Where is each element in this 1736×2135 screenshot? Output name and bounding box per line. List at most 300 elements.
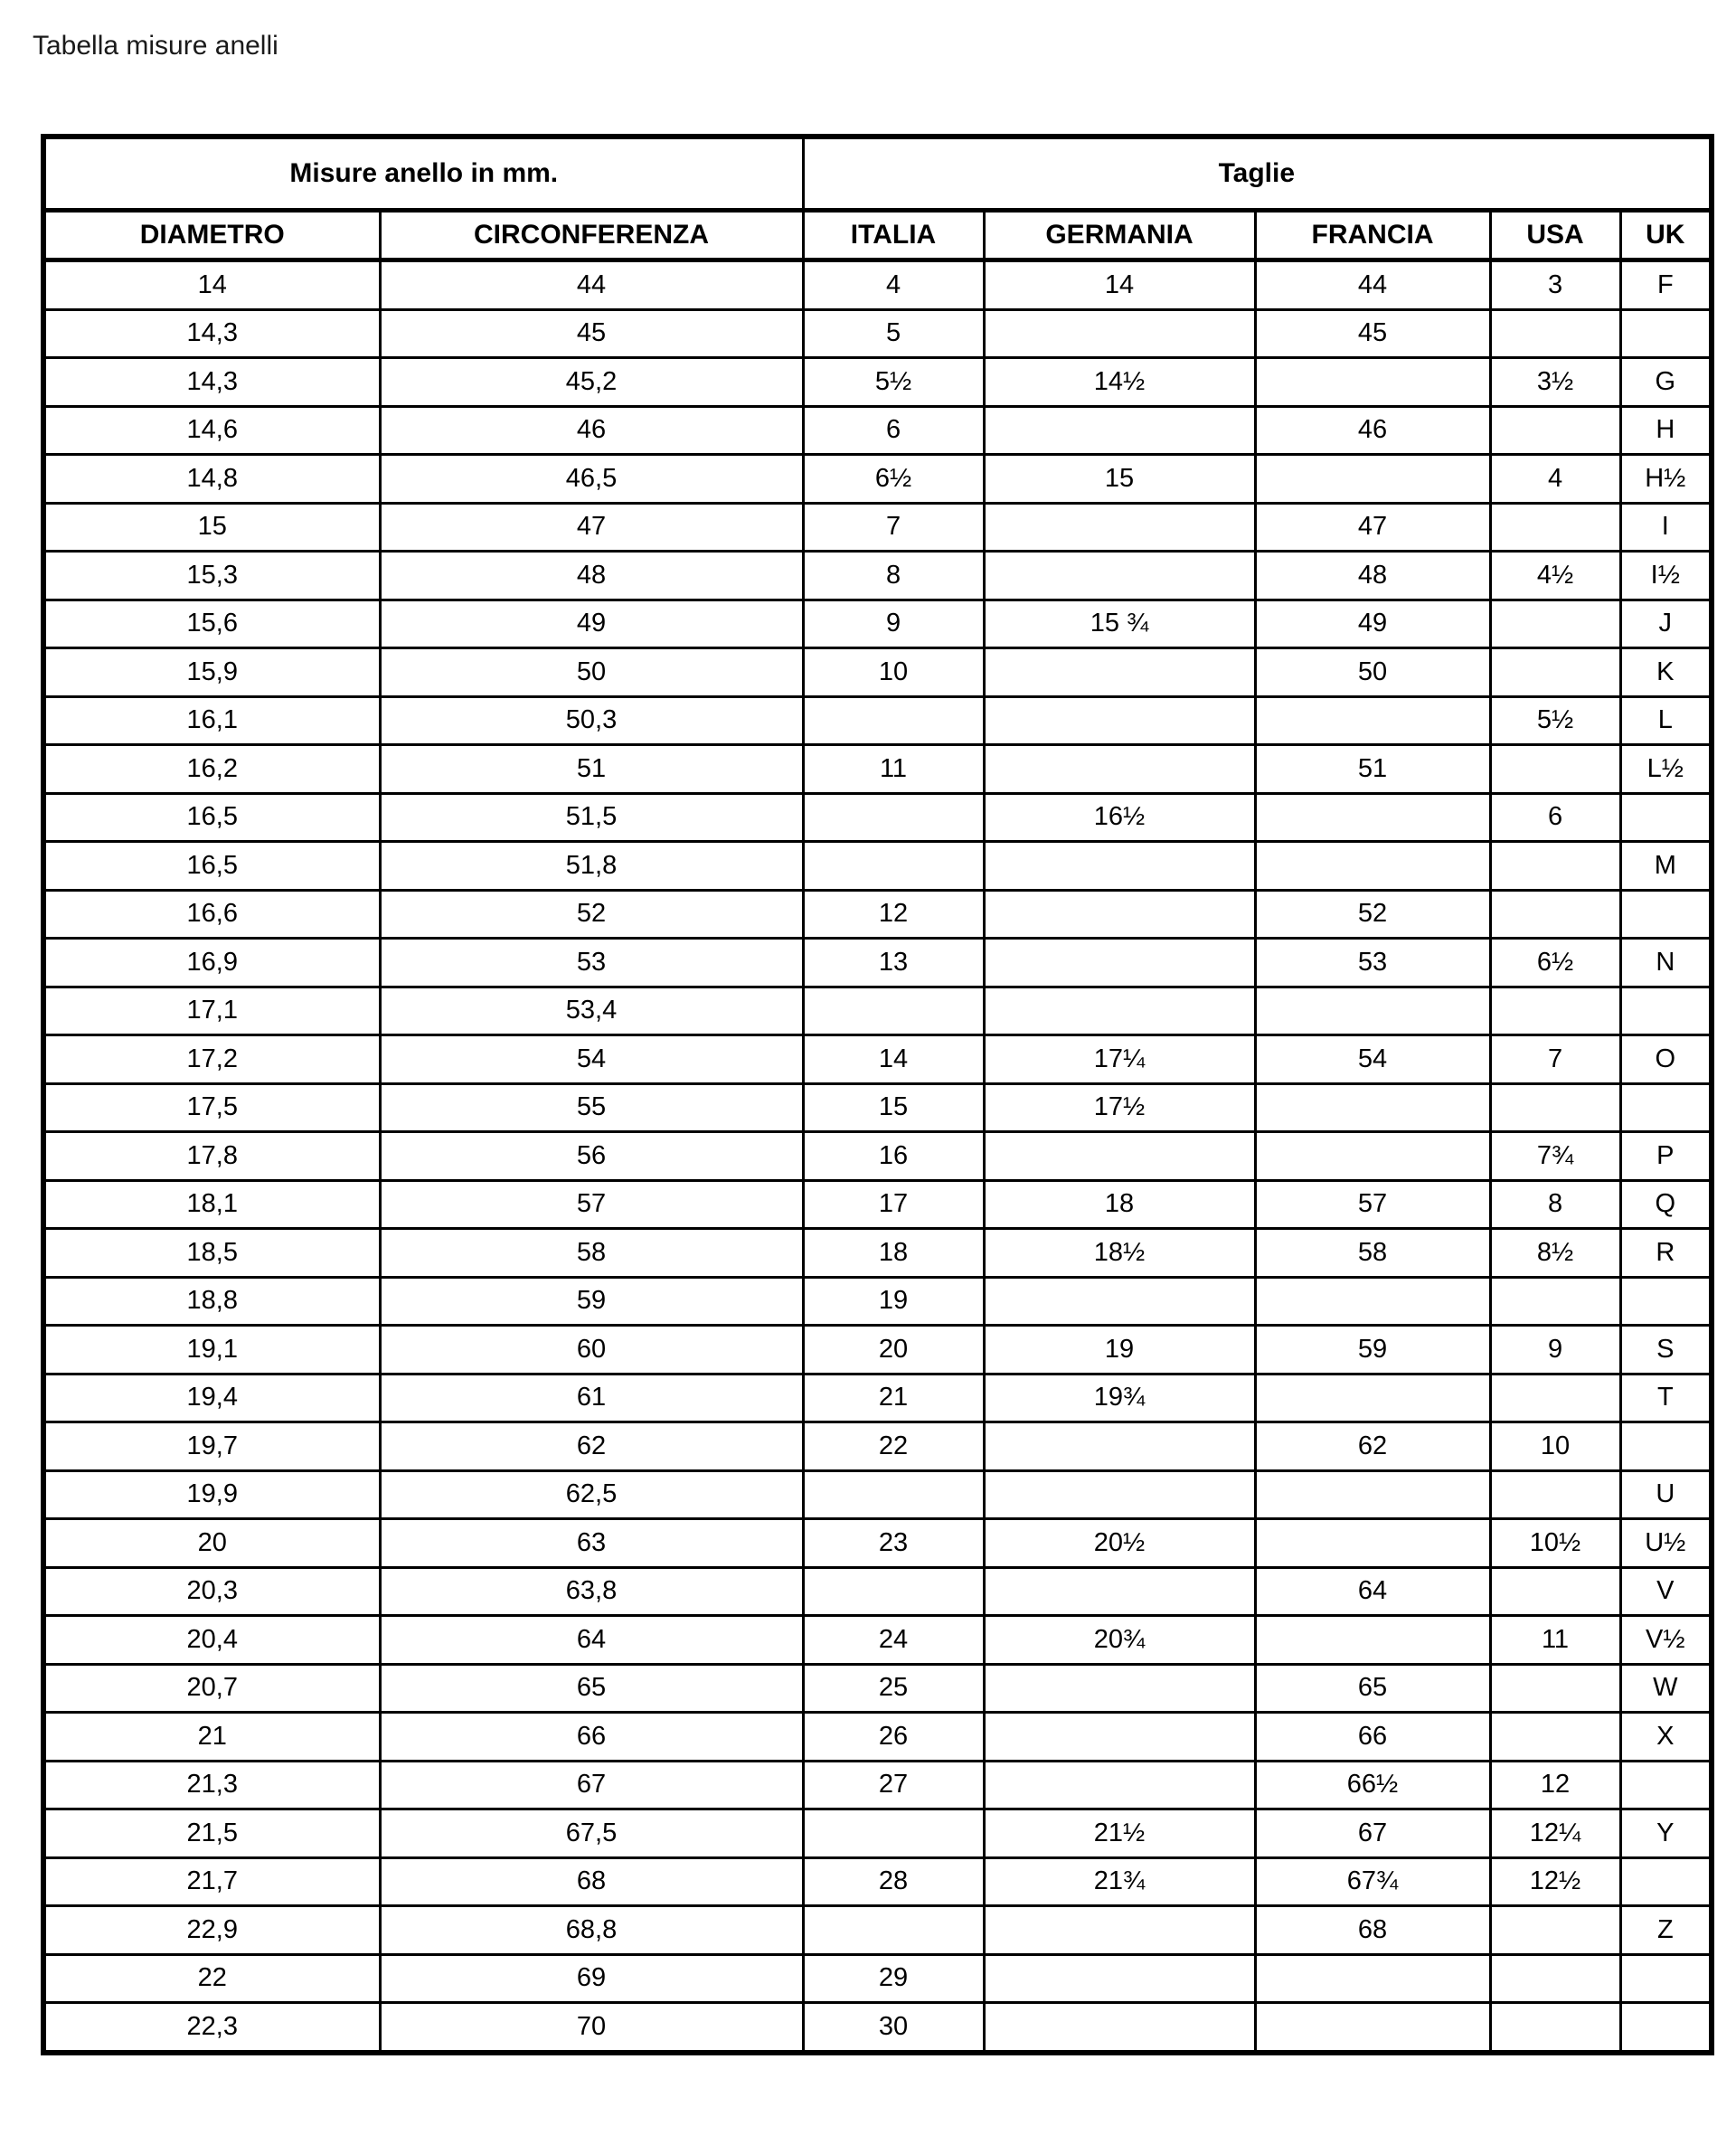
cell-germania bbox=[984, 1713, 1255, 1762]
cell-circonferenza: 56 bbox=[380, 1132, 803, 1181]
page-title: Tabella misure anelli bbox=[33, 31, 278, 61]
cell-circonferenza: 59 bbox=[380, 1277, 803, 1326]
cell-italia: 24 bbox=[803, 1616, 984, 1665]
cell-usa bbox=[1490, 1567, 1620, 1616]
cell-circonferenza: 53,4 bbox=[380, 987, 803, 1035]
cell-diametro: 14,8 bbox=[43, 455, 380, 504]
cell-uk: N bbox=[1620, 939, 1712, 987]
cell-germania bbox=[984, 552, 1255, 600]
cell-uk: V bbox=[1620, 1567, 1712, 1616]
table-row bbox=[43, 1713, 1712, 1762]
cell-germania: 14 bbox=[984, 260, 1255, 310]
table-row bbox=[43, 503, 1712, 552]
cell-circonferenza: 70 bbox=[380, 2003, 803, 2053]
cell-diametro: 18,8 bbox=[43, 1277, 380, 1326]
cell-circonferenza: 69 bbox=[380, 1954, 803, 2003]
cell-usa: 11 bbox=[1490, 1616, 1620, 1665]
cell-usa bbox=[1490, 745, 1620, 794]
cell-germania: 20½ bbox=[984, 1519, 1255, 1568]
cell-germania bbox=[984, 1906, 1255, 1955]
cell-uk: S bbox=[1620, 1326, 1712, 1375]
group-header-taglie: Taglie bbox=[803, 137, 1712, 211]
cell-diametro: 20,7 bbox=[43, 1664, 380, 1713]
cell-italia: 22 bbox=[803, 1422, 984, 1471]
cell-germania bbox=[984, 939, 1255, 987]
cell-italia: 5½ bbox=[803, 358, 984, 407]
cell-circonferenza: 66 bbox=[380, 1713, 803, 1762]
cell-diametro: 15,6 bbox=[43, 600, 380, 648]
cell-uk: K bbox=[1620, 648, 1712, 697]
cell-diametro: 19,1 bbox=[43, 1326, 380, 1375]
cell-usa bbox=[1490, 842, 1620, 891]
cell-italia bbox=[803, 1809, 984, 1858]
cell-germania: 16½ bbox=[984, 793, 1255, 842]
cell-uk: M bbox=[1620, 842, 1712, 891]
cell-diametro: 15,3 bbox=[43, 552, 380, 600]
cell-italia bbox=[803, 987, 984, 1035]
cell-circonferenza: 51,5 bbox=[380, 793, 803, 842]
cell-uk bbox=[1620, 309, 1712, 358]
table-row bbox=[43, 987, 1712, 1035]
cell-diametro: 21,5 bbox=[43, 1809, 380, 1858]
cell-italia: 19 bbox=[803, 1277, 984, 1326]
cell-germania: 17½ bbox=[984, 1083, 1255, 1132]
cell-francia: 46 bbox=[1255, 406, 1490, 455]
cell-francia: 45 bbox=[1255, 309, 1490, 358]
cell-usa: 6 bbox=[1490, 793, 1620, 842]
table-row bbox=[43, 1519, 1712, 1568]
cell-diametro: 15 bbox=[43, 503, 380, 552]
cell-diametro: 14,3 bbox=[43, 358, 380, 407]
cell-usa: 12½ bbox=[1490, 1857, 1620, 1906]
table-row bbox=[43, 1132, 1712, 1181]
cell-germania bbox=[984, 696, 1255, 745]
cell-germania: 15 bbox=[984, 455, 1255, 504]
cell-italia: 18 bbox=[803, 1229, 984, 1278]
cell-uk bbox=[1620, 890, 1712, 939]
cell-italia bbox=[803, 1567, 984, 1616]
cell-usa bbox=[1490, 1277, 1620, 1326]
cell-circonferenza: 55 bbox=[380, 1083, 803, 1132]
cell-diametro: 17,2 bbox=[43, 1035, 380, 1084]
group-header-row bbox=[43, 137, 1712, 211]
cell-francia: 68 bbox=[1255, 1906, 1490, 1955]
cell-uk: H bbox=[1620, 406, 1712, 455]
cell-francia bbox=[1255, 1277, 1490, 1326]
cell-germania bbox=[984, 842, 1255, 891]
ring-size-table bbox=[41, 134, 1714, 2055]
table-row bbox=[43, 745, 1712, 794]
cell-francia: 65 bbox=[1255, 1664, 1490, 1713]
table-row bbox=[43, 1422, 1712, 1471]
cell-germania bbox=[984, 1422, 1255, 1471]
cell-uk: J bbox=[1620, 600, 1712, 648]
cell-usa: 10½ bbox=[1490, 1519, 1620, 1568]
column-header-usa: USA bbox=[1490, 211, 1620, 260]
cell-uk: G bbox=[1620, 358, 1712, 407]
cell-uk bbox=[1620, 1083, 1712, 1132]
cell-francia bbox=[1255, 1954, 1490, 2003]
cell-diametro: 14,3 bbox=[43, 309, 380, 358]
cell-circonferenza: 53 bbox=[380, 939, 803, 987]
cell-italia: 9 bbox=[803, 600, 984, 648]
cell-italia: 15 bbox=[803, 1083, 984, 1132]
cell-diametro: 15,9 bbox=[43, 648, 380, 697]
table-row bbox=[43, 1470, 1712, 1519]
cell-uk bbox=[1620, 2003, 1712, 2053]
cell-francia: 66 bbox=[1255, 1713, 1490, 1762]
cell-uk: Q bbox=[1620, 1180, 1712, 1229]
cell-francia: 57 bbox=[1255, 1180, 1490, 1229]
cell-usa bbox=[1490, 1906, 1620, 1955]
cell-usa bbox=[1490, 1083, 1620, 1132]
cell-usa bbox=[1490, 406, 1620, 455]
cell-italia bbox=[803, 842, 984, 891]
cell-italia: 13 bbox=[803, 939, 984, 987]
cell-germania bbox=[984, 503, 1255, 552]
cell-diametro: 21,3 bbox=[43, 1761, 380, 1809]
cell-francia bbox=[1255, 1374, 1490, 1422]
cell-uk bbox=[1620, 987, 1712, 1035]
cell-circonferenza: 58 bbox=[380, 1229, 803, 1278]
cell-circonferenza: 68,8 bbox=[380, 1906, 803, 1955]
cell-usa: 7 bbox=[1490, 1035, 1620, 1084]
cell-germania: 15 ¾ bbox=[984, 600, 1255, 648]
cell-germania bbox=[984, 1470, 1255, 1519]
cell-circonferenza: 48 bbox=[380, 552, 803, 600]
cell-germania bbox=[984, 1132, 1255, 1181]
column-header-uk: UK bbox=[1620, 211, 1712, 260]
cell-uk bbox=[1620, 1954, 1712, 2003]
cell-circonferenza: 45,2 bbox=[380, 358, 803, 407]
cell-francia: 64 bbox=[1255, 1567, 1490, 1616]
cell-circonferenza: 63,8 bbox=[380, 1567, 803, 1616]
table-row bbox=[43, 1567, 1712, 1616]
cell-uk: W bbox=[1620, 1664, 1712, 1713]
cell-diametro: 22 bbox=[43, 1954, 380, 2003]
cell-diametro: 22,3 bbox=[43, 2003, 380, 2053]
cell-germania bbox=[984, 648, 1255, 697]
cell-diametro: 16,5 bbox=[43, 842, 380, 891]
cell-uk bbox=[1620, 1422, 1712, 1471]
cell-italia: 26 bbox=[803, 1713, 984, 1762]
cell-germania bbox=[984, 745, 1255, 794]
table-row bbox=[43, 1374, 1712, 1422]
column-header-circonferenza: CIRCONFERENZA bbox=[380, 211, 803, 260]
cell-francia bbox=[1255, 842, 1490, 891]
cell-diametro: 18,1 bbox=[43, 1180, 380, 1229]
cell-usa bbox=[1490, 600, 1620, 648]
cell-diametro: 19,9 bbox=[43, 1470, 380, 1519]
cell-diametro: 16,2 bbox=[43, 745, 380, 794]
cell-francia bbox=[1255, 1470, 1490, 1519]
table-row bbox=[43, 1616, 1712, 1665]
cell-francia: 66½ bbox=[1255, 1761, 1490, 1809]
cell-francia: 62 bbox=[1255, 1422, 1490, 1471]
cell-uk: I½ bbox=[1620, 552, 1712, 600]
cell-francia: 49 bbox=[1255, 600, 1490, 648]
cell-diametro: 16,1 bbox=[43, 696, 380, 745]
cell-germania: 19¾ bbox=[984, 1374, 1255, 1422]
cell-germania: 19 bbox=[984, 1326, 1255, 1375]
cell-germania: 14½ bbox=[984, 358, 1255, 407]
table-row bbox=[43, 309, 1712, 358]
cell-italia: 17 bbox=[803, 1180, 984, 1229]
cell-germania: 17¼ bbox=[984, 1035, 1255, 1084]
table-row bbox=[43, 600, 1712, 648]
cell-francia bbox=[1255, 793, 1490, 842]
table-row bbox=[43, 1083, 1712, 1132]
cell-francia: 52 bbox=[1255, 890, 1490, 939]
cell-germania bbox=[984, 1277, 1255, 1326]
cell-uk bbox=[1620, 793, 1712, 842]
cell-francia: 67¾ bbox=[1255, 1857, 1490, 1906]
cell-uk: Y bbox=[1620, 1809, 1712, 1858]
cell-circonferenza: 54 bbox=[380, 1035, 803, 1084]
cell-germania bbox=[984, 1567, 1255, 1616]
cell-circonferenza: 57 bbox=[380, 1180, 803, 1229]
table-row bbox=[43, 1180, 1712, 1229]
cell-francia bbox=[1255, 1519, 1490, 1568]
cell-italia: 4 bbox=[803, 260, 984, 310]
cell-uk: H½ bbox=[1620, 455, 1712, 504]
cell-usa bbox=[1490, 2003, 1620, 2053]
cell-uk: Z bbox=[1620, 1906, 1712, 1955]
cell-italia: 20 bbox=[803, 1326, 984, 1375]
cell-usa: 3 bbox=[1490, 260, 1620, 310]
cell-italia bbox=[803, 1470, 984, 1519]
cell-germania bbox=[984, 987, 1255, 1035]
cell-germania bbox=[984, 2003, 1255, 2053]
column-header-row bbox=[43, 211, 1712, 260]
table-row bbox=[43, 696, 1712, 745]
cell-italia: 11 bbox=[803, 745, 984, 794]
cell-francia: 67 bbox=[1255, 1809, 1490, 1858]
cell-italia: 21 bbox=[803, 1374, 984, 1422]
cell-uk bbox=[1620, 1277, 1712, 1326]
cell-germania bbox=[984, 890, 1255, 939]
cell-germania: 18 bbox=[984, 1180, 1255, 1229]
cell-francia: 48 bbox=[1255, 552, 1490, 600]
cell-usa bbox=[1490, 987, 1620, 1035]
cell-diametro: 20 bbox=[43, 1519, 380, 1568]
cell-italia: 25 bbox=[803, 1664, 984, 1713]
cell-circonferenza: 52 bbox=[380, 890, 803, 939]
column-header-germania: GERMANIA bbox=[984, 211, 1255, 260]
cell-francia bbox=[1255, 987, 1490, 1035]
cell-circonferenza: 50 bbox=[380, 648, 803, 697]
cell-italia: 30 bbox=[803, 2003, 984, 2053]
cell-uk: V½ bbox=[1620, 1616, 1712, 1665]
cell-francia bbox=[1255, 1083, 1490, 1132]
table-row bbox=[43, 1326, 1712, 1375]
cell-italia bbox=[803, 1906, 984, 1955]
cell-francia: 44 bbox=[1255, 260, 1490, 310]
cell-diametro: 19,7 bbox=[43, 1422, 380, 1471]
cell-francia bbox=[1255, 696, 1490, 745]
table-row bbox=[43, 1954, 1712, 2003]
cell-germania bbox=[984, 1664, 1255, 1713]
cell-uk: U bbox=[1620, 1470, 1712, 1519]
cell-diametro: 18,5 bbox=[43, 1229, 380, 1278]
table-row bbox=[43, 406, 1712, 455]
cell-diametro: 17,5 bbox=[43, 1083, 380, 1132]
table-row bbox=[43, 648, 1712, 697]
cell-circonferenza: 47 bbox=[380, 503, 803, 552]
cell-germania bbox=[984, 309, 1255, 358]
cell-usa: 3½ bbox=[1490, 358, 1620, 407]
cell-usa: 4½ bbox=[1490, 552, 1620, 600]
cell-usa: 8 bbox=[1490, 1180, 1620, 1229]
cell-circonferenza: 62 bbox=[380, 1422, 803, 1471]
cell-italia: 5 bbox=[803, 309, 984, 358]
cell-diametro: 20,4 bbox=[43, 1616, 380, 1665]
cell-uk bbox=[1620, 1857, 1712, 1906]
table-row bbox=[43, 1229, 1712, 1278]
cell-uk: U½ bbox=[1620, 1519, 1712, 1568]
cell-uk: I bbox=[1620, 503, 1712, 552]
table-row bbox=[43, 1035, 1712, 1084]
table-row bbox=[43, 552, 1712, 600]
cell-germania: 18½ bbox=[984, 1229, 1255, 1278]
table-body bbox=[43, 260, 1712, 2053]
cell-diametro: 16,5 bbox=[43, 793, 380, 842]
cell-francia: 47 bbox=[1255, 503, 1490, 552]
cell-circonferenza: 45 bbox=[380, 309, 803, 358]
cell-italia: 27 bbox=[803, 1761, 984, 1809]
cell-usa bbox=[1490, 648, 1620, 697]
cell-francia bbox=[1255, 455, 1490, 504]
cell-usa bbox=[1490, 309, 1620, 358]
cell-italia: 16 bbox=[803, 1132, 984, 1181]
cell-circonferenza: 65 bbox=[380, 1664, 803, 1713]
table-row bbox=[43, 1857, 1712, 1906]
cell-usa: 12¼ bbox=[1490, 1809, 1620, 1858]
cell-usa bbox=[1490, 1664, 1620, 1713]
cell-germania: 20¾ bbox=[984, 1616, 1255, 1665]
table-row bbox=[43, 890, 1712, 939]
cell-circonferenza: 67,5 bbox=[380, 1809, 803, 1858]
cell-circonferenza: 67 bbox=[380, 1761, 803, 1809]
cell-circonferenza: 44 bbox=[380, 260, 803, 310]
cell-diametro: 21,7 bbox=[43, 1857, 380, 1906]
cell-circonferenza: 68 bbox=[380, 1857, 803, 1906]
cell-francia bbox=[1255, 2003, 1490, 2053]
cell-uk: P bbox=[1620, 1132, 1712, 1181]
cell-circonferenza: 50,3 bbox=[380, 696, 803, 745]
cell-usa: 5½ bbox=[1490, 696, 1620, 745]
cell-usa bbox=[1490, 503, 1620, 552]
cell-italia: 14 bbox=[803, 1035, 984, 1084]
cell-diametro: 14 bbox=[43, 260, 380, 310]
cell-usa: 7¾ bbox=[1490, 1132, 1620, 1181]
cell-usa: 8½ bbox=[1490, 1229, 1620, 1278]
cell-usa: 12 bbox=[1490, 1761, 1620, 1809]
cell-germania: 21¾ bbox=[984, 1857, 1255, 1906]
cell-italia: 6½ bbox=[803, 455, 984, 504]
cell-circonferenza: 49 bbox=[380, 600, 803, 648]
cell-usa: 4 bbox=[1490, 455, 1620, 504]
cell-diametro: 17,1 bbox=[43, 987, 380, 1035]
column-header-italia: ITALIA bbox=[803, 211, 984, 260]
cell-diametro: 14,6 bbox=[43, 406, 380, 455]
cell-circonferenza: 64 bbox=[380, 1616, 803, 1665]
cell-usa bbox=[1490, 1374, 1620, 1422]
cell-uk bbox=[1620, 1761, 1712, 1809]
cell-italia: 29 bbox=[803, 1954, 984, 2003]
cell-circonferenza: 46 bbox=[380, 406, 803, 455]
cell-germania: 21½ bbox=[984, 1809, 1255, 1858]
table-row bbox=[43, 260, 1712, 310]
cell-francia: 59 bbox=[1255, 1326, 1490, 1375]
table-row bbox=[43, 793, 1712, 842]
cell-francia bbox=[1255, 1616, 1490, 1665]
cell-germania bbox=[984, 406, 1255, 455]
cell-uk: O bbox=[1620, 1035, 1712, 1084]
cell-uk: L½ bbox=[1620, 745, 1712, 794]
cell-italia bbox=[803, 793, 984, 842]
cell-circonferenza: 61 bbox=[380, 1374, 803, 1422]
column-header-diametro: DIAMETRO bbox=[43, 211, 380, 260]
cell-diametro: 19,4 bbox=[43, 1374, 380, 1422]
cell-diametro: 16,6 bbox=[43, 890, 380, 939]
cell-circonferenza: 51 bbox=[380, 745, 803, 794]
table-row bbox=[43, 358, 1712, 407]
cell-francia: 51 bbox=[1255, 745, 1490, 794]
cell-diametro: 16,9 bbox=[43, 939, 380, 987]
cell-italia: 10 bbox=[803, 648, 984, 697]
cell-italia: 28 bbox=[803, 1857, 984, 1906]
group-header-misure: Misure anello in mm. bbox=[43, 137, 803, 211]
cell-diametro: 20,3 bbox=[43, 1567, 380, 1616]
cell-circonferenza: 63 bbox=[380, 1519, 803, 1568]
cell-italia: 23 bbox=[803, 1519, 984, 1568]
cell-uk: X bbox=[1620, 1713, 1712, 1762]
table-row bbox=[43, 939, 1712, 987]
cell-usa bbox=[1490, 1954, 1620, 2003]
table-row bbox=[43, 842, 1712, 891]
cell-usa bbox=[1490, 890, 1620, 939]
cell-usa: 9 bbox=[1490, 1326, 1620, 1375]
cell-francia: 58 bbox=[1255, 1229, 1490, 1278]
cell-usa: 6½ bbox=[1490, 939, 1620, 987]
cell-germania bbox=[984, 1761, 1255, 1809]
cell-italia: 8 bbox=[803, 552, 984, 600]
cell-circonferenza: 60 bbox=[380, 1326, 803, 1375]
table-row bbox=[43, 1277, 1712, 1326]
cell-germania bbox=[984, 1954, 1255, 2003]
cell-diametro: 22,9 bbox=[43, 1906, 380, 1955]
cell-francia: 53 bbox=[1255, 939, 1490, 987]
cell-francia: 50 bbox=[1255, 648, 1490, 697]
cell-uk: R bbox=[1620, 1229, 1712, 1278]
cell-usa: 10 bbox=[1490, 1422, 1620, 1471]
cell-italia: 6 bbox=[803, 406, 984, 455]
table-row bbox=[43, 1906, 1712, 1955]
cell-italia: 7 bbox=[803, 503, 984, 552]
cell-uk: T bbox=[1620, 1374, 1712, 1422]
cell-uk: F bbox=[1620, 260, 1712, 310]
cell-usa bbox=[1490, 1470, 1620, 1519]
column-header-francia: FRANCIA bbox=[1255, 211, 1490, 260]
cell-italia bbox=[803, 696, 984, 745]
cell-circonferenza: 51,8 bbox=[380, 842, 803, 891]
cell-francia: 54 bbox=[1255, 1035, 1490, 1084]
cell-diametro: 17,8 bbox=[43, 1132, 380, 1181]
table-row bbox=[43, 1761, 1712, 1809]
cell-francia bbox=[1255, 358, 1490, 407]
table-row bbox=[43, 1809, 1712, 1858]
